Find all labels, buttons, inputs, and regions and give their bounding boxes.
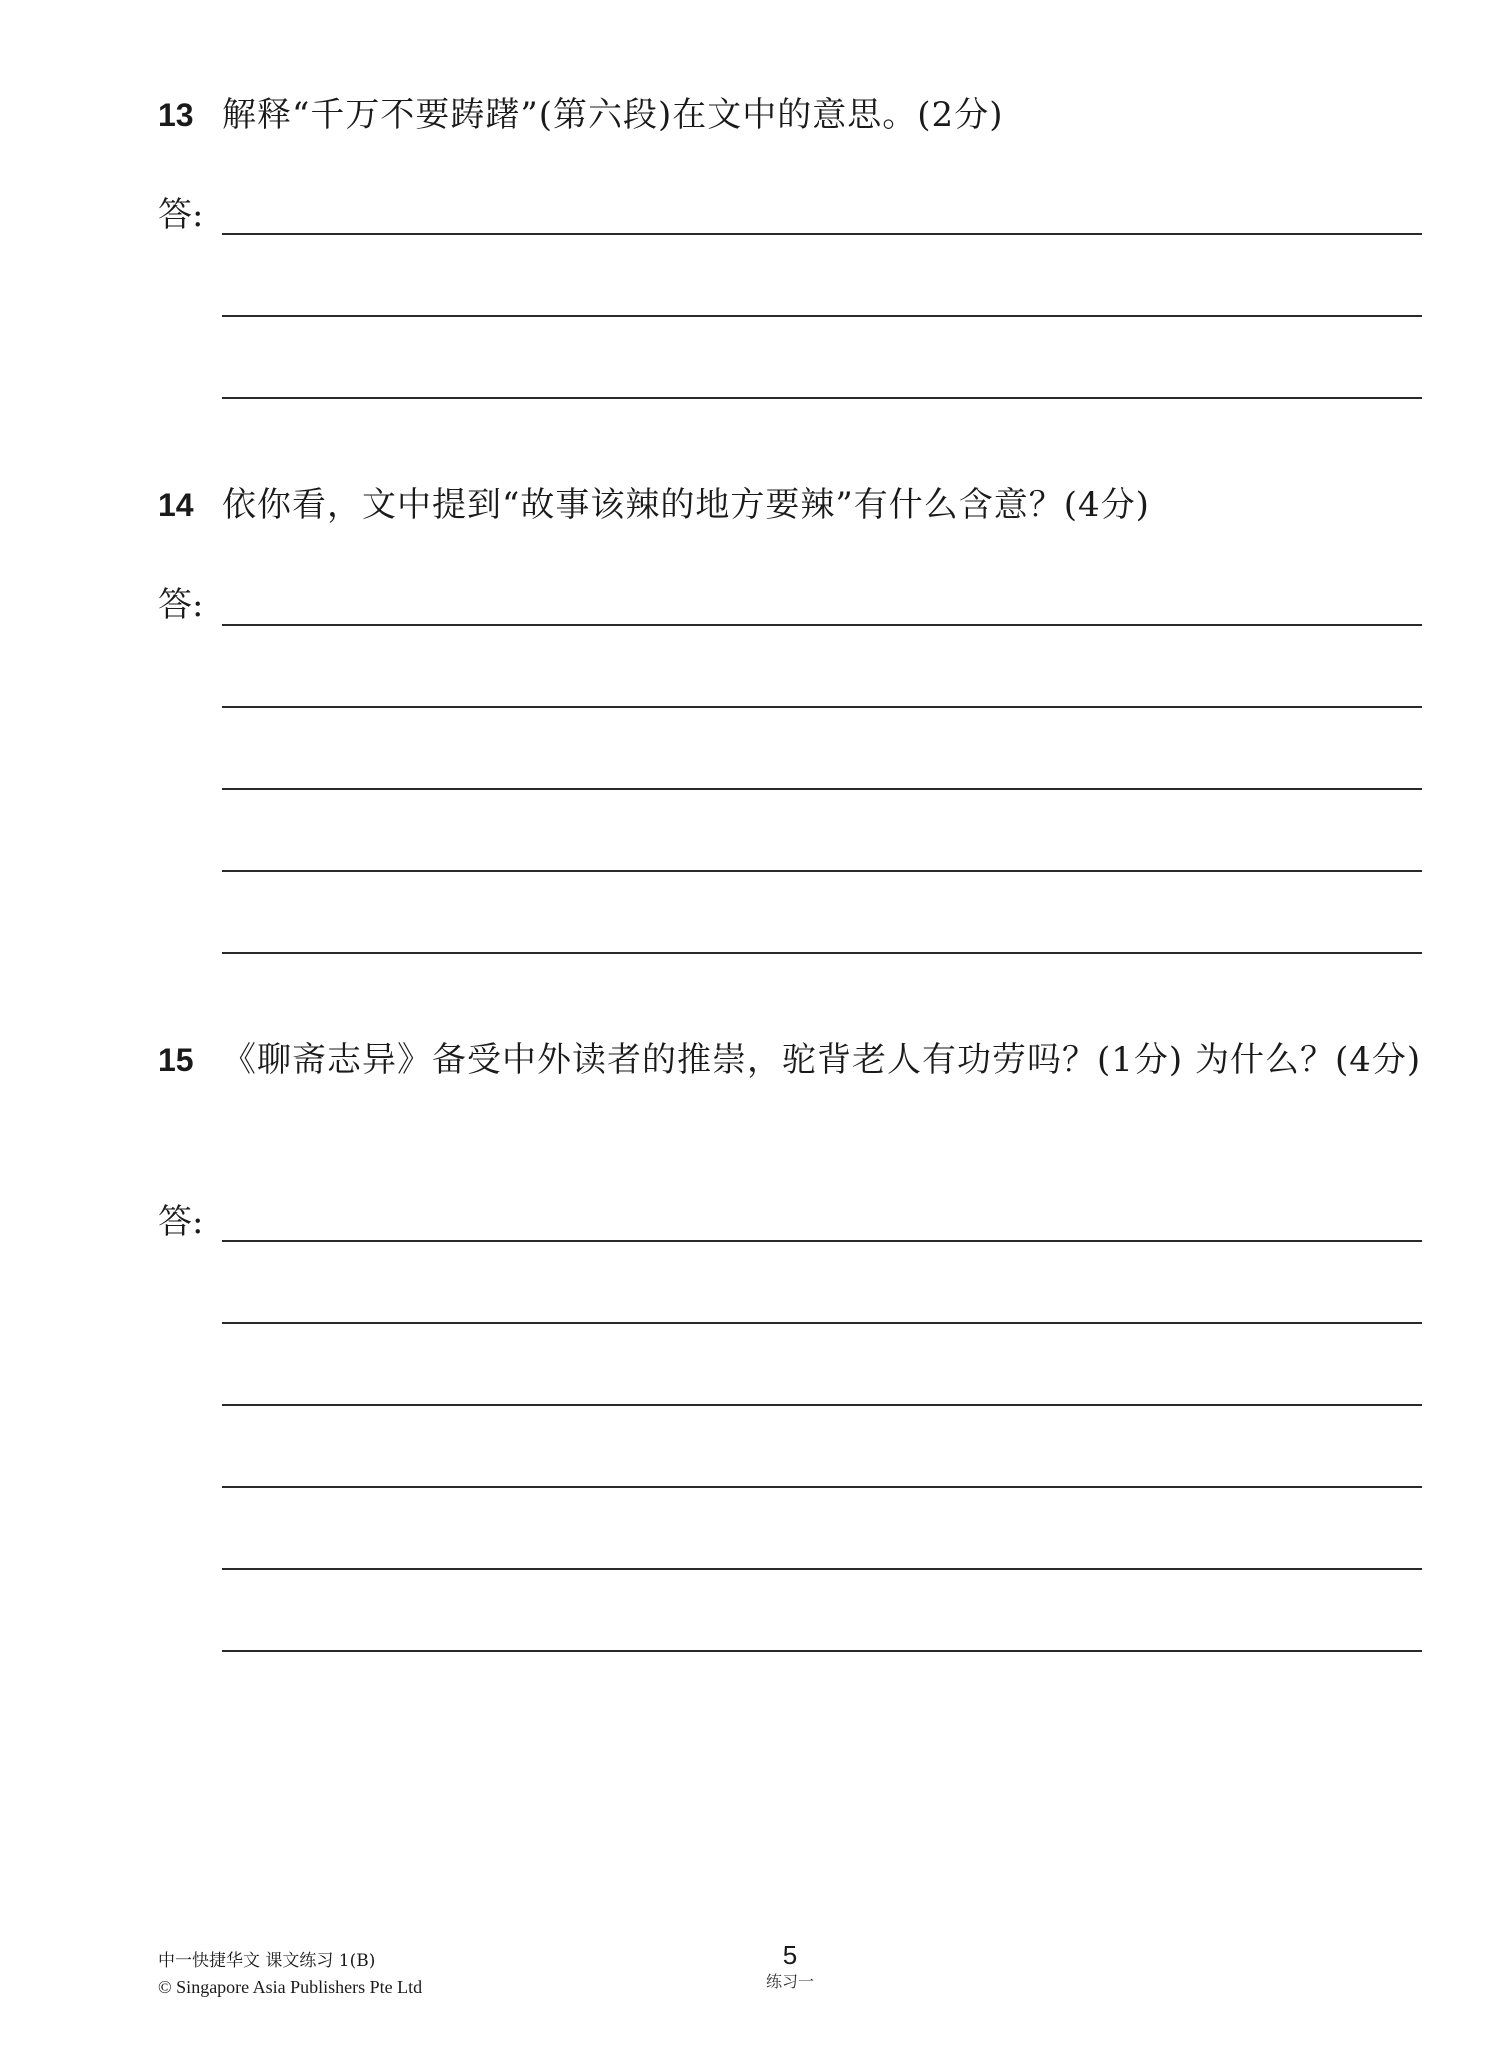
question-text: 依你看，文中提到“故事该辣的地方要辣”有什么含意？(4分) bbox=[222, 485, 1150, 525]
copyright-notice: © Singapore Asia Publishers Pte Ltd bbox=[158, 1977, 423, 1997]
question-text: 解释“千万不要踌躇”(第六段)在文中的意思。(2分) bbox=[222, 95, 1004, 135]
answer-line[interactable] bbox=[222, 624, 1422, 626]
answer-line[interactable] bbox=[222, 397, 1422, 399]
page-number: 5 bbox=[782, 1940, 798, 1970]
answer-label: 答: bbox=[158, 585, 204, 625]
answer-line[interactable] bbox=[222, 1322, 1422, 1324]
answer-line[interactable] bbox=[222, 706, 1422, 708]
question-text: 《聊斋志异》备受中外读者的推崇，驼背老人有功劳吗？(1分) 为什么？(4分) bbox=[222, 1040, 1422, 1080]
question-number: 14 bbox=[158, 487, 194, 523]
answer-line[interactable] bbox=[222, 1404, 1422, 1406]
answer-line[interactable] bbox=[222, 1650, 1422, 1652]
question-number: 15 bbox=[158, 1042, 194, 1078]
answer-line[interactable] bbox=[222, 315, 1422, 317]
answer-line[interactable] bbox=[222, 1240, 1422, 1242]
answer-line[interactable] bbox=[222, 952, 1422, 954]
section-name: 练习一 bbox=[765, 1972, 814, 1991]
answer-line[interactable] bbox=[222, 1486, 1422, 1488]
answer-label: 答: bbox=[158, 195, 204, 235]
book-title: 中一快捷华文 课文练习 1(B) bbox=[158, 1951, 376, 1971]
answer-label: 答: bbox=[158, 1202, 204, 1242]
answer-line[interactable] bbox=[222, 788, 1422, 790]
answer-line[interactable] bbox=[222, 233, 1422, 235]
question-number: 13 bbox=[158, 97, 194, 133]
footer-info bbox=[158, 1948, 422, 2000]
answer-line[interactable] bbox=[222, 870, 1422, 872]
answer-line[interactable] bbox=[222, 1568, 1422, 1570]
page-footer bbox=[700, 1940, 880, 1994]
